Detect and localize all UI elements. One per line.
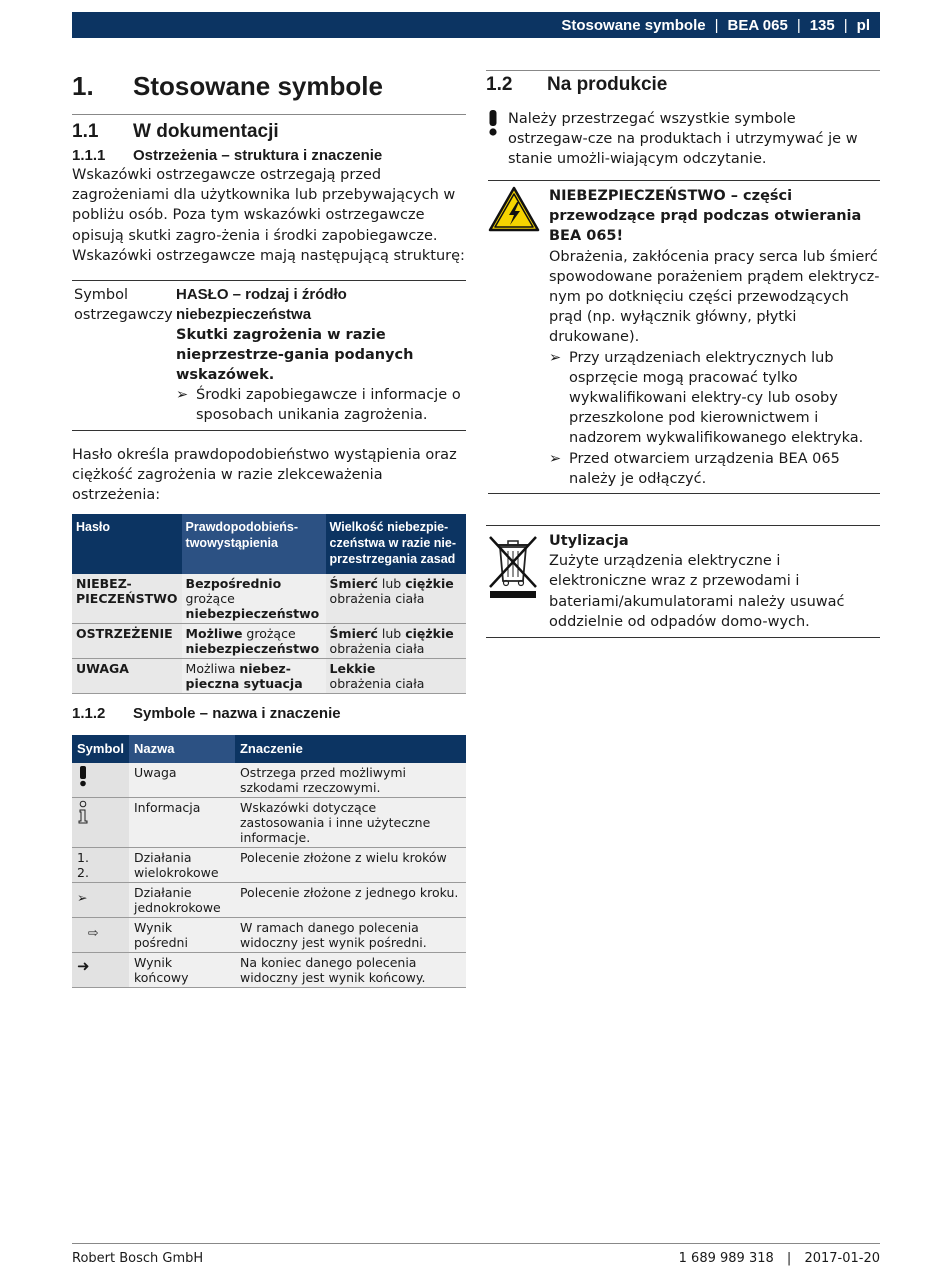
symbol-label-line: Symbol: [74, 287, 129, 304]
probability-cell: [182, 623, 326, 658]
symbol-cell: [72, 882, 129, 917]
bullet-arrow-icon: ➢: [176, 387, 189, 404]
disposal-content: [549, 531, 880, 632]
header-product: BEA 065: [727, 16, 788, 34]
symbol-cell: [72, 917, 129, 952]
warning-structure-box: [72, 280, 466, 431]
bullet-text: Przy urządzeniach elektrycznych lub osprzęcie mogą pracować tylko wykwalifikowani elektry-cy lub osoby przeszkolone pod kierownictwem i nadzorem wykwalifikowanego elektryka.: [569, 349, 864, 447]
disposal-title: Utylizacja: [549, 533, 629, 550]
disposal-box: [486, 525, 880, 638]
bullet-item: [176, 385, 466, 425]
section-title-text: Na produkcie: [547, 74, 668, 95]
table-row: [72, 658, 466, 693]
table-header-cell: Znaczenie: [235, 735, 466, 763]
bullet-text: Przed otwarciem urządzenia BEA 065 należy je odłączyć.: [569, 450, 840, 487]
cell-bold: Śmierć: [329, 625, 378, 641]
symbol-cell: [72, 847, 129, 882]
symbol-label: [72, 285, 176, 425]
footer-divider: [72, 1243, 880, 1244]
table-row: [72, 623, 466, 658]
table-header-cell: Hasło: [72, 514, 182, 574]
symbol-cell: [72, 797, 129, 847]
info-icon: [77, 800, 89, 824]
disposal-text: Zużyte urządzenia elektryczne i elektroniczne wraz z przewodami i bateriami/akumulatorami należy usuwać oddzielnie od odpadów domo-wych.: [549, 553, 845, 630]
footer-date: 2017-01-20: [804, 1251, 880, 1266]
meaning-cell: Polecenie złożone z jednego kroku.: [235, 882, 466, 917]
footer-company: Robert Bosch GmbH: [72, 1251, 204, 1266]
signal-intro-paragraph: Hasło określa prawdopodobieństwo wystąpienia oraz ciężkość zagrożenia w razie zlekceważenia ostrzeżenia:: [72, 447, 457, 504]
page-header: [72, 12, 880, 38]
divider: [72, 114, 466, 115]
symbol-cell: [72, 763, 129, 798]
cell-text: obrażenia ciała: [329, 590, 425, 606]
signal-word-table: [72, 514, 466, 694]
probability-cell: [182, 574, 326, 624]
meaning-cell: Ostrzega przed możliwymi szkodami rzeczowymi.: [235, 763, 466, 798]
note-icon-wrap: [486, 109, 508, 169]
cell-bold: Lekkie: [329, 660, 376, 676]
intermediate-result-icon: ⇨: [88, 924, 99, 940]
chapter-title-text: Stosowane symbole: [133, 70, 383, 101]
signal-word-cell: [72, 623, 182, 658]
cell-bold: pieczna sytuacja: [185, 675, 303, 691]
name-cell: Wynik pośredni: [129, 917, 235, 952]
signal-word: PIECZEŃSTWO: [76, 590, 178, 606]
subsection-number: 1.1.1: [72, 146, 106, 164]
signal-word-cell: [72, 574, 182, 624]
subsection-title-text: Ostrzeżenia – struktura i znaczenie: [133, 146, 383, 164]
cell-bold: Bezpośrednio: [185, 575, 282, 591]
table-header-row: [72, 514, 466, 574]
table-row: [72, 952, 466, 987]
signal-word: OSTRZEŻENIE: [76, 625, 173, 641]
name-cell: Działanie jednokrokowe: [129, 882, 235, 917]
intro-paragraph: Wskazówki ostrzegawcze ostrzegają przed zagrożeniami dla użytkownika lub przebywających w pobliżu osób. Poza tym wskazówki ostrzegawcze opisują skutki zagro-żenia i środki zapobiegawcze. Wskazówki ostrzegawcze mają następującą strukturę:: [72, 167, 465, 264]
signal-word: NIEBEZ-: [76, 575, 132, 591]
table-row: [72, 797, 466, 847]
cell-bold: ciężkie: [405, 625, 454, 641]
single-step-arrow-icon: ➢: [77, 889, 88, 905]
cell-text: grożące: [185, 590, 235, 606]
header-section: Stosowane symbole: [561, 16, 706, 34]
bullet-arrow-icon: ➢: [549, 450, 562, 467]
subsection-title: [72, 704, 466, 724]
cell-bold: Śmierć: [329, 575, 378, 591]
danger-content: [549, 186, 880, 489]
signal-word-line: HASŁO – rodzaj i źródło niebezpieczeństwa: [176, 286, 347, 324]
signal-word-cell: [72, 658, 182, 693]
table-header-row: [72, 735, 466, 763]
consequence-text: Skutki zagrożenia w razie nieprzestrze-gania podanych wskazówek.: [176, 327, 414, 384]
section-number: 1.1: [72, 121, 99, 142]
left-column: [72, 62, 466, 988]
danger-text: Obrażenia, zakłócenia pracy serca lub śmierć spowodowane porażeniem prądem elektrycz-nym po dotknięciu części przewodzących prąd (np. wyłącznik główny, płytki drukowane).: [549, 248, 880, 346]
cell-text: lub: [377, 575, 406, 591]
severity-cell: [326, 658, 466, 693]
chapter-title: [72, 66, 466, 106]
name-cell: Wynik końcowy: [129, 952, 235, 987]
table-header-cell: Prawdopodobieńs-twowystąpienia: [182, 514, 326, 574]
subsection-number: 1.1.2: [72, 705, 106, 723]
bullet-text: Środki zapobiegawcze i informacje o sposobach unikania zagrożenia.: [196, 387, 461, 424]
bullet-item: [549, 348, 880, 449]
section-number: 1.2: [486, 74, 513, 95]
section-title: [72, 119, 466, 145]
name-cell: Uwaga: [129, 763, 235, 798]
exclamation-icon: [486, 109, 500, 137]
header-separator: |: [843, 16, 848, 34]
symbol-label-line: ostrzegawczy: [74, 307, 173, 324]
cell-text: Możliwa: [185, 660, 240, 676]
bullet-arrow-icon: ➢: [549, 349, 562, 366]
danger-title: NIEBEZPIECZEŃSTWO – części przewodzące prąd podczas otwierania BEA 065!: [549, 188, 862, 245]
header-language: pl: [856, 16, 870, 34]
cell-bold: Możliwe: [185, 625, 243, 641]
chapter-number: 1.: [72, 70, 94, 101]
severity-cell: [326, 623, 466, 658]
electric-hazard-icon: [488, 186, 540, 232]
name-cell: Informacja: [129, 797, 235, 847]
header-separator: |: [714, 16, 719, 34]
numbered-list-icon: 1.: [77, 849, 89, 865]
table-row: [72, 882, 466, 917]
danger-warning-box: [488, 180, 880, 494]
bullet-item: [549, 449, 880, 489]
header-separator: |: [796, 16, 801, 34]
meaning-cell: W ramach danego polecenia widoczny jest wynik pośredni.: [235, 917, 466, 952]
severity-cell: [326, 574, 466, 624]
right-column: [486, 62, 880, 638]
table-row: [72, 763, 466, 798]
cell-bold: niebezpieczeństwo: [185, 605, 320, 621]
table-header-cell: Nazwa: [129, 735, 235, 763]
cell-bold: ciężkie: [405, 575, 454, 591]
header-page-number: 135: [809, 16, 835, 34]
numbered-list-icon: 2.: [77, 864, 89, 880]
cell-bold: niebezpieczeństwo: [185, 640, 320, 656]
cell-text: lub: [377, 625, 406, 641]
table-row: [72, 917, 466, 952]
product-note: [486, 109, 880, 169]
warning-structure-content: [176, 285, 466, 425]
name-cell: Działania wielokrokowe: [129, 847, 235, 882]
section-title-text: W dokumentacji: [133, 121, 279, 142]
cell-bold: niebez-: [239, 660, 291, 676]
symbol-table: [72, 735, 466, 988]
symbol-cell: [72, 952, 129, 987]
final-result-icon: ➜: [77, 956, 90, 975]
table-row: [72, 574, 466, 624]
meaning-cell: Na koniec danego polecenia widoczny jest wynik końcowy.: [235, 952, 466, 987]
subsection-title-text: Symbole – nazwa i znaczenie: [133, 705, 341, 723]
cell-text: obrażenia ciała: [329, 675, 425, 691]
table-header-cell: Wielkość niebezpie-czeństwa w razie nie-przestrzegania zasad: [326, 514, 466, 574]
probability-cell: [182, 658, 326, 693]
danger-icon-wrap: [488, 186, 549, 489]
disposal-icon-wrap: [486, 531, 549, 632]
section-title: [486, 71, 880, 99]
table-row: [72, 847, 466, 882]
footer-info: [679, 1251, 880, 1266]
subsection-title: [72, 145, 466, 165]
meaning-cell: Polecenie złożone z wielu kroków: [235, 847, 466, 882]
footer-separator: |: [786, 1251, 792, 1266]
table-header-cell: Symbol: [72, 735, 129, 763]
exclamation-icon: [77, 765, 89, 787]
cell-text: grożące: [242, 625, 296, 641]
crossed-bin-icon: [486, 533, 540, 599]
footer-doc-number: 1 689 989 318: [678, 1251, 774, 1266]
signal-word: UWAGA: [76, 660, 129, 676]
note-text: Należy przestrzegać wszystkie symbole ostrzegaw-cze na produktach i utrzymywać je w stanie umożli-wiającym odczytanie.: [508, 111, 858, 167]
meaning-cell: Wskazówki dotyczące zastosowania i inne użyteczne informacje.: [235, 797, 466, 847]
cell-text: obrażenia ciała: [329, 640, 425, 656]
